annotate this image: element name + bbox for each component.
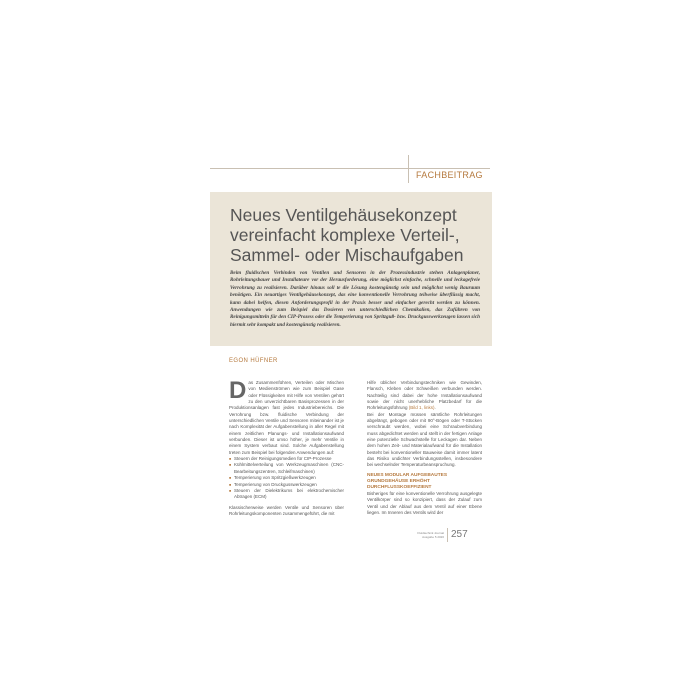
- page-number: 257: [451, 529, 468, 540]
- section-label: FACHBEITRAG: [416, 170, 483, 180]
- list-item: ■ Temperierung von Spritzgießwerkzeugen: [229, 475, 344, 481]
- body-paragraph: Klassischerweise werden Ventile und Sensoren über Rohrleitungskomponenten zusammengeführt, die mit: [229, 504, 344, 516]
- list-item: ■ Kühlmittelverteilung von Werkzeugmaschinen (CNC-Bearbeitungszentren, Schleifmaschinen): [229, 462, 344, 475]
- author-name: EGON HÜFNER: [229, 358, 278, 364]
- body-column-left: [229, 377, 344, 517]
- paragraph-text: Hilfe üblicher Verbindungstechniken wie Gewinden, Flansch, Kleben oder Schweißen verbunden werden. Nachteilig sind dabei der hohe Installationsaufwand sowie der nicht unerhebliche Platzbedarf für die Rohrleitungsführung: [367, 380, 482, 411]
- list-item: ■ Steuern der Reinigungsmedien für CIP-Prozesse: [229, 456, 344, 462]
- intro-paragraph: [229, 377, 344, 456]
- paragraph-text: .: [434, 405, 436, 411]
- section-subheading: NEUES MODULAR AUFGEBAUTES GRUNDGEHÄUSE ERHÖHT DURCHFLUSSKOEFFIZIENT: [367, 472, 448, 490]
- application-list: [229, 456, 344, 500]
- publication-info: [402, 531, 444, 539]
- body-paragraph: [367, 380, 482, 412]
- article-title: Neues Ventilgehäusekonzept vereinfacht komplexe Verteil-, Sammel- oder Mischaufgaben: [230, 205, 464, 265]
- list-item: ■ Steuern der Dielektrikums bei elektrochemischer Abtragen (ECM): [229, 488, 344, 501]
- figure-reference: (Bild 1, links): [408, 405, 435, 411]
- header-rule: [210, 168, 490, 169]
- article-lead: Beim fluidischen Verbinden von Ventilen und Sensoren in der Prozessindustrie stehen Anlagenplaner, Rohrleitungsbauer und Installateure vor der Herausforderung, eine möglichst einfache, schnelle und leckagefreie Verrohrung zu realisieren. Darüber hinaus soll te die Lösung kostengünstig sein und möglichst wenig Bauraum benötigen. Ein neuartiges Ventilgehäusekonzept, das eine konventionelle Verrohrung teilweise überflüssig macht, kann dabei helfen, diesen Anforderungsprofil in der Praxis besser und einfacher gerecht werden zu können. Anwendungen wie zum Beispiel das Dosieren von unterschiedlichen Chemikalien, das Zuführen von Reinigungsmitteln für den CIP-Prozess oder die Temperierung von Spritzguß- bzw. Druckgusswerkzeugen lassen sich hiermit sehr kompakt und kostengünstig realisieren.: [230, 270, 480, 328]
- publication-name: Fluidtechnik Journal: [417, 531, 444, 535]
- footer-divider: [447, 528, 448, 542]
- list-item: ■ Temperierung von Druckgusswerkzeugen: [229, 482, 344, 488]
- body-paragraph: Bisheriges für eine konventionelle Verrohrung ausgelegte Ventilkörper sind so konzipiert, dass der Zulauf zum Ventil und der Ablauf aus dem Ventil auf einer Ebene liegen. Im Inneren des Ventils wird der: [367, 490, 482, 515]
- drop-cap: D: [229, 377, 247, 404]
- header-divider: [408, 155, 409, 183]
- body-paragraph: Bei der Montage müssen sämtliche Rohrleitungen abgelängt, gebogen oder mit 90°-Bögen oder T-Stücken verschraubt werden, wobei eine Schraubverbindung muss abgedichtet werden und stellt in der fertigen Anlage eine potenzielle Schwachstelle für Leckagen dar. Neben dem hohen Zeit- und Materialaufwand für die Installation besteht bei konventioneller Bauweise damit immer latent das Risiko undichter Verbindungsstellen, insbesondere bei wechselnder Temperaturbeanspruchung.: [367, 411, 482, 468]
- issue-info: Ausgabe 5 2020: [422, 535, 444, 539]
- body-column-right: [367, 380, 482, 516]
- intro-text: as Zusammenführen, Verteilen oder Mischen von Medienströmen wie zum Beispiel Gase oder Flüssigkeiten mit Hilfe von Ventilen gehört zu den unverzichtbaren Basisprozessen in der Produktionsanlagen fast jedes Industriebereichs. Die Verrohrung bzw. fluidische Verbindung der unterschiedlichen Ventile und Sensoren miteinander ist je nach Komplexität der Aufgabenstellung in aller Regel mit einem zeitlichen Planungs- und Installationsaufwand verbunden. Dieser ist umso höher, je mehr Ventile in einem System verbaut sind. Solche Aufgabenstellung treten zum Beispiel bei folgenden Anwendungen auf:: [229, 380, 344, 455]
